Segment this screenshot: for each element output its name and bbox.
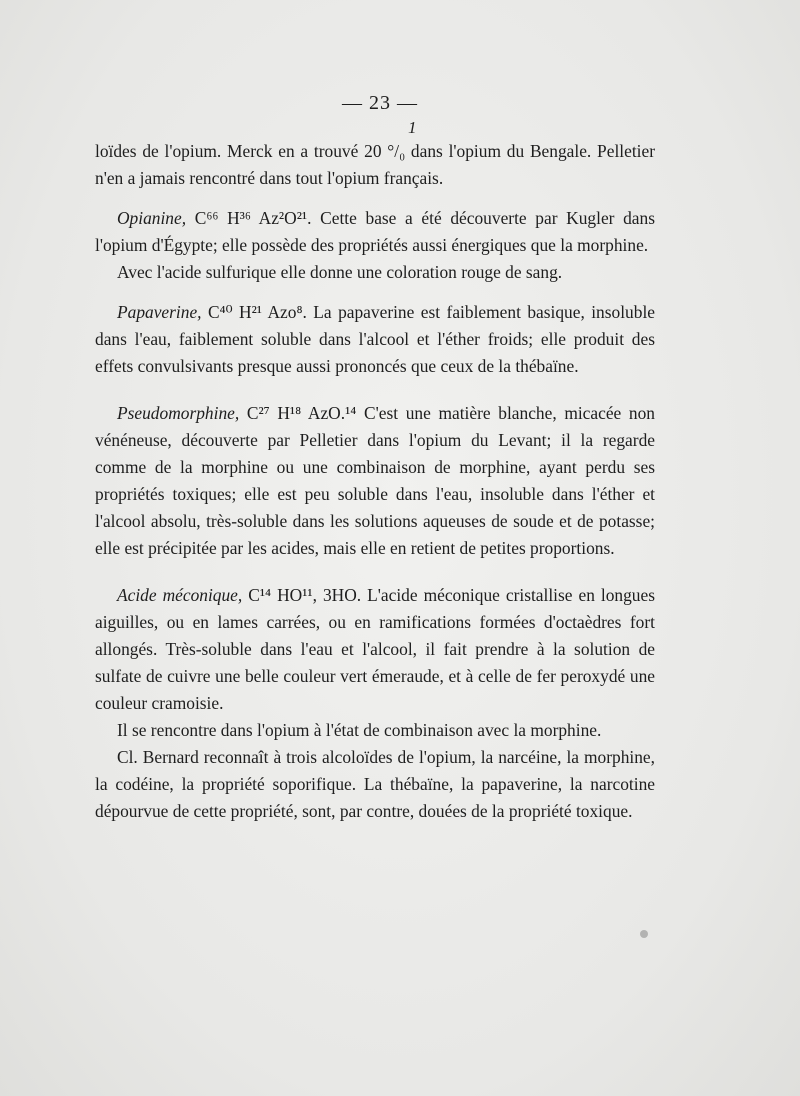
paragraph-pseudomorphine [95,400,655,562]
term-meconic-acid: Acide méconique, [117,585,243,605]
term-papaverine: Papaverine, [117,302,202,322]
formula-opianine: C⁶⁶ H³⁶ Az²O²¹. [186,208,321,228]
margin-annotation: 1 [408,118,417,137]
page-number: — 23 — [342,92,418,114]
ink-smudge [640,930,648,938]
body-text [95,138,655,825]
paragraph-opianine [95,205,655,259]
paragraph-sulfuric: Avec l'acide sulfurique elle donne une coloration rouge de sang. [117,262,563,282]
formula-papaverine: C⁴⁰ H²¹ Azo⁸. [201,302,314,322]
paragraph-papaverine-text: La papaverine est faiblement basique, insoluble dans l'eau, faiblement soluble dans l'alcool et l'éther froids; elle produit des effets convulsivants presque aussi prononcés que ceux de la thébaïne. [95,302,655,376]
paragraph-meconic-acid [95,582,655,717]
paragraph-meconic-acid-text: L'acide méconique cristallise en longues aiguilles, ou en lames carrées, ou en ramifications formées d'octaèdres fort allongés. Très-soluble dans l'eau et l'alcool, il fait prendre à la solution de sulfate de cuivre une belle couleur vert émeraude, et à celle de fer peroxydé une couleur cramoisie. [95,585,655,713]
paragraph-papaverine [95,299,655,380]
term-pseudomorphine: Pseudomorphine, [117,403,240,423]
paragraph-combination: Il se rencontre dans l'opium à l'état de combinaison avec la morphine. [117,720,602,740]
paragraph-pseudomorphine-text: C'est une matière blanche, micacée non vénéneuse, découverte par Pelletier dans l'opium du Levant; il la regarde comme de la morphine ou une combinaison de morphine, ayant perdu ses propriétés toxiques; elle est peu soluble dans l'eau, insoluble dans l'éther et l'alcool absolu, très-soluble dans les solutions aqueuses de soude et de potasse; elle est précipitée par les acides, mais elle en retient de petites proportions. [95,403,656,558]
formula-meconic-acid: C¹⁴ HO¹¹, 3HO. [242,585,368,605]
term-opianine: Opianine, [117,208,187,228]
paragraph-continuation: loïdes de l'opium. Merck en a trouvé 20 °/₀ dans l'opium du Bengale. Pelletier n'en a jamais rencontré dans tout l'opium français. [95,141,655,188]
paragraph-opianine-text: Cette base a été découverte par Kugler dans l'opium d'Égypte; elle possède des propriétés aussi énergiques que la morphine. [95,208,655,255]
paragraph-bernard: Cl. Bernard reconnaît à trois alcoloïdes de l'opium, la narcéine, la morphine, la codéine, la propriété soporifique. La thébaïne, la papaverine, la narcotine dépourvue de cette propriété, sont, par contre, douées de la propriété toxique. [95,747,655,821]
formula-pseudomorphine: C²⁷ H¹⁸ AzO.¹⁴ [239,403,365,423]
